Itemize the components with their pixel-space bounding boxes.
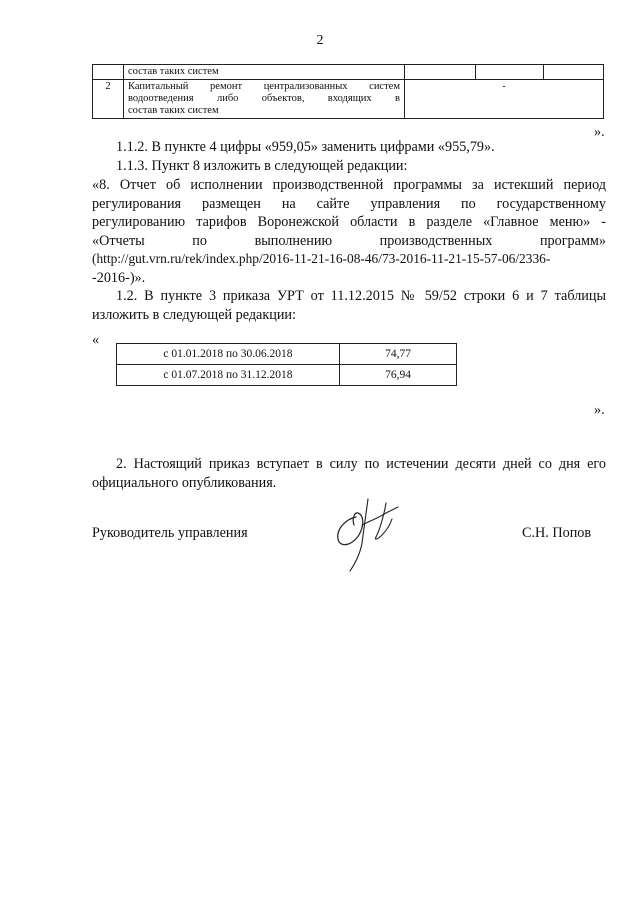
table-row xyxy=(117,344,457,365)
paragraph-8 xyxy=(92,176,606,287)
closing-quote: ». xyxy=(594,124,605,140)
table-cell xyxy=(405,65,476,80)
paragraph-line: 2. Настоящий приказ вступает в силу по истечении десяти дней со дня его xyxy=(116,456,606,472)
closing-quote: ». xyxy=(594,402,605,418)
description-line: состав таких систем xyxy=(128,105,219,116)
paragraph-1-1-3: 1.1.3. Пункт 8 изложить в следующей редакции: xyxy=(116,158,408,174)
table-cell xyxy=(93,65,124,80)
signatory-position: Руководитель управления xyxy=(92,525,248,541)
row-description xyxy=(124,80,405,119)
period-cell: с 01.01.2018 по 30.06.2018 xyxy=(117,344,340,365)
paragraph-line: 1.2. В пункте 3 приказа УРТ от 11.12.2015 № 59/52 строки 6 и 7 таблицы xyxy=(116,288,606,304)
paragraph-2 xyxy=(92,455,606,492)
services-table xyxy=(92,64,604,119)
value-cell: 76,94 xyxy=(340,365,457,386)
paragraph-line: -2016-)». xyxy=(92,269,146,286)
row-number: 2 xyxy=(93,80,124,119)
description-line: Капитальный ремонт централизованных систем xyxy=(128,81,400,92)
tariff-table xyxy=(116,343,457,386)
period-cell: с 01.07.2018 по 31.12.2018 xyxy=(117,365,340,386)
table-cell: состав таких систем xyxy=(124,65,405,80)
page-number: 2 xyxy=(316,33,324,48)
table-cell xyxy=(544,65,604,80)
paragraph-1-2 xyxy=(92,287,606,324)
table-row xyxy=(93,80,604,119)
table-cell xyxy=(476,65,544,80)
signatory-name: С.Н. Попов xyxy=(522,525,592,541)
paragraph-1-1-2: 1.1.2. В пункте 4 цифры «959,05» заменить цифрами «955,79». xyxy=(116,139,495,155)
paragraph-line: регулирования размещен на сайте управления по государственному xyxy=(92,195,606,212)
paragraph-line: регулированию тарифов Воронежской области в разделе «Главное меню» - xyxy=(92,214,606,230)
paragraph-line: изложить в следующей редакции: xyxy=(92,306,296,323)
table-row xyxy=(93,65,604,80)
value-cell: 74,77 xyxy=(340,344,457,365)
row-value: - xyxy=(405,80,604,119)
description-line: водоотведения либо объектов, входящих в xyxy=(128,93,400,104)
paragraph-line: (http://gut.vrn.ru/rek/index.php/2016-11-21-16-08-46/73-2016-11-21-15-57-06/2336- xyxy=(92,251,551,266)
paragraph-line: «Отчеты по выполнению производственных программ» xyxy=(92,232,606,249)
table-row xyxy=(117,365,457,386)
handwritten-signature xyxy=(328,495,414,575)
paragraph-line: официального опубликования. xyxy=(92,474,277,491)
open-quote: « xyxy=(92,332,100,348)
paragraph-line: «8. Отчет об исполнении производственной программы за истекший период xyxy=(92,177,606,193)
